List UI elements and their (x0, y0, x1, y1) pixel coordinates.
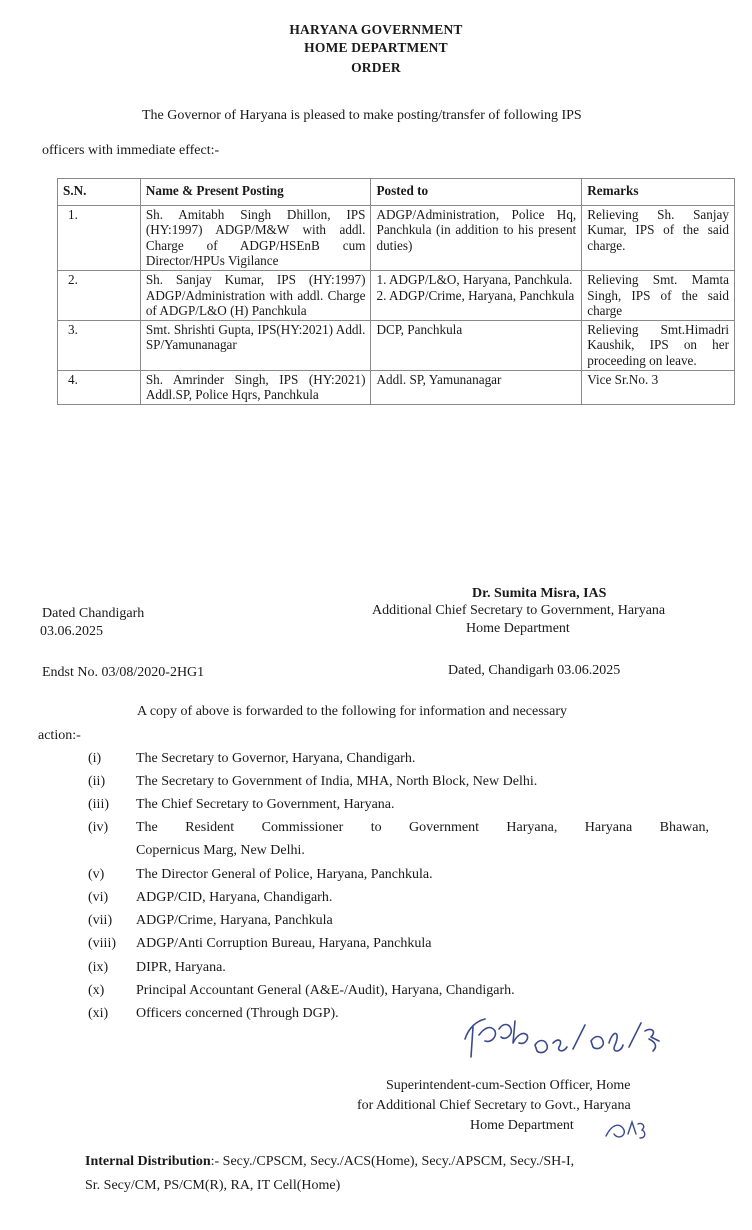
recipient-text: Principal Accountant General (A&E-/Audit), Haryana, Chandigarh. (136, 983, 515, 998)
recipient-text: The Secretary to Governor, Haryana, Chandigarh. (136, 751, 416, 766)
row-posted: DCP, Panchkula (371, 320, 582, 370)
recipient-text: ADGP/Anti Corruption Bureau, Haryana, Panchkula (136, 936, 432, 951)
recipient-number: (v) (88, 867, 105, 882)
intro-line-2: officers with immediate effect:- (42, 143, 220, 158)
recipient-text: Officers concerned (Through DGP). (136, 1006, 339, 1021)
forwarding-line-3: Home Department (470, 1118, 574, 1133)
row-posted: Addl. SP, Yamunanagar (371, 370, 582, 404)
recipient-text: The Resident Commissioner to Government Haryana, Haryana Bhawan, (136, 820, 709, 835)
row-name: Sh. Amrinder Singh, IPS (HY:2021) Addl.SP, Police Hqrs, Panchkula (140, 370, 371, 404)
endorsement-number: Endst No. 03/08/2020-2HG1 (42, 665, 205, 680)
recipient-number: (vi) (88, 890, 109, 905)
row-posted (371, 270, 582, 320)
table-row (58, 370, 735, 404)
internal-distribution-text: :- Secy./CPSCM, Secy./ACS(Home), Secy./APSCM, Secy./SH-I, (210, 1154, 575, 1169)
recipient-text: The Chief Secretary to Government, Haryana. (136, 797, 395, 812)
posting-table (57, 178, 735, 405)
copy-forward-line-2: action:- (38, 728, 81, 743)
row-sn: 1. (58, 205, 141, 270)
column-header-remarks: Remarks (582, 179, 735, 206)
table-row (58, 205, 735, 270)
forwarding-line-2: for Additional Chief Secretary to Govt., Haryana (357, 1098, 631, 1113)
recipient-number: (vii) (88, 913, 113, 928)
signatory-designation: Additional Chief Secretary to Government, Haryana (372, 603, 666, 618)
signatory-name: Dr. Sumita Misra, IAS (472, 586, 607, 601)
posted-item-1: 1. ADGP/L&O, Haryana, Panchkula. (376, 271, 573, 287)
header-government: HARYANA GOVERNMENT (289, 22, 463, 37)
table-row (58, 320, 735, 370)
internal-distribution-line-1 (85, 1154, 574, 1170)
recipient-number: (ii) (88, 774, 106, 789)
row-remarks: Relieving Smt.Himadri Kaushik, IPS on her proceeding on leave. (582, 320, 735, 370)
row-sn: 4. (58, 370, 141, 404)
table-header-row (58, 179, 735, 206)
endorsement-date: Dated, Chandigarh 03.06.2025 (448, 663, 621, 678)
row-sn: 2. (58, 270, 141, 320)
posted-item-2: 2. ADGP/Crime, Haryana, Panchkula (376, 287, 575, 303)
row-remarks: Relieving Smt. Mamta Singh, IPS of the said charge (582, 270, 735, 320)
recipient-number: (viii) (88, 936, 116, 951)
row-posted: ADGP/Administration, Police Hq, Panchkula (in addition to his present duties) (371, 205, 582, 270)
internal-distribution-label: Internal Distribution (85, 1154, 211, 1169)
table-row (58, 270, 735, 320)
row-name: Smt. Shrishti Gupta, IPS(HY:2021) Addl. SP/Yamunanagar (140, 320, 371, 370)
row-name: Sh. Amitabh Singh Dhillon, IPS (HY:1997) ADGP/M&W with addl. Charge of ADGP/HSEnB cum Director/HPUs Vigilance (140, 205, 371, 270)
intro-line-1: The Governor of Haryana is pleased to make posting/transfer of following IPS (142, 108, 582, 123)
recipient-number: (iii) (88, 797, 109, 812)
recipient-number: (x) (88, 983, 105, 998)
header-department: HOME DEPARTMENT (304, 40, 448, 55)
handwritten-signature (455, 1005, 675, 1065)
internal-distribution-line-2: Sr. Secy/CM, PS/CM(R), RA, IT Cell(Home) (85, 1178, 341, 1193)
recipient-number: (ix) (88, 960, 109, 975)
recipient-text: The Director General of Police, Haryana, Panchkula. (136, 867, 433, 882)
dated-date: 03.06.2025 (40, 624, 103, 639)
column-header-name: Name & Present Posting (140, 179, 371, 206)
recipient-number: (i) (88, 751, 102, 766)
column-header-posted: Posted to (371, 179, 582, 206)
recipient-text: ADGP/Crime, Haryana, Panchkula (136, 913, 333, 928)
header-order: ORDER (351, 60, 401, 75)
copy-forward-line-1: A copy of above is forwarded to the following for information and necessary (137, 704, 567, 719)
recipient-number: (xi) (88, 1006, 109, 1021)
row-remarks: Vice Sr.No. 3 (582, 370, 735, 404)
row-remarks: Relieving Sh. Sanjay Kumar, IPS of the said charge. (582, 205, 735, 270)
recipient-text-continued: Copernicus Marg, New Delhi. (136, 843, 305, 858)
forwarding-line-1: Superintendent-cum-Section Officer, Home (386, 1078, 631, 1093)
recipient-text: The Secretary to Government of India, MHA, North Block, New Delhi. (136, 774, 538, 789)
row-sn: 3. (58, 320, 141, 370)
recipient-text: DIPR, Haryana. (136, 960, 226, 975)
recipient-number: (iv) (88, 820, 109, 835)
handwritten-initials (602, 1114, 652, 1144)
dated-place: Dated Chandigarh (42, 606, 145, 621)
row-name: Sh. Sanjay Kumar, IPS (HY:1997) ADGP/Administration with addl. Charge of ADGP/L&O (H) Panchkula (140, 270, 371, 320)
column-header-sn: S.N. (58, 179, 141, 206)
signatory-department: Home Department (466, 621, 570, 636)
recipient-text: ADGP/CID, Haryana, Chandigarh. (136, 890, 333, 905)
